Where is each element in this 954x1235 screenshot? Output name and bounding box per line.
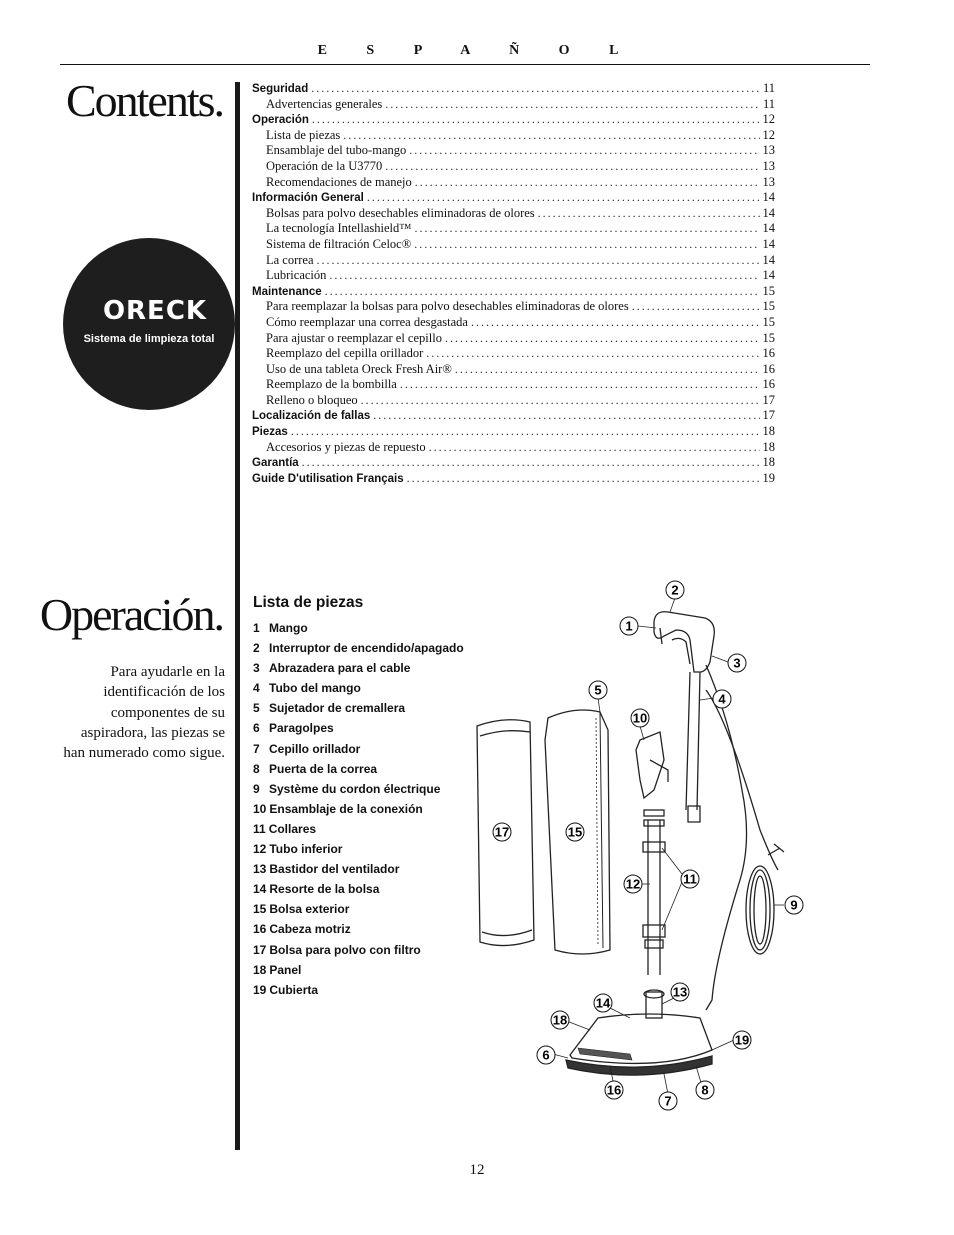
part-name: Puerta de la correa [269,761,378,776]
toc-entry-page: 18 [762,455,775,470]
parts-list-item [253,740,464,760]
toc-leader-dots [361,393,760,409]
toc-entry-label: Guide D'utilisation Français [252,472,404,485]
part-number: 11 [253,821,266,836]
callout-7 [659,1092,677,1110]
toc-entry-page: 13 [762,158,775,173]
toc-entry-page: 11 [762,96,775,111]
callout-label: 19 [734,1032,750,1048]
contents-title: Contents. [65,75,223,126]
part-number: 2 [253,641,260,656]
vertical-divider [235,82,240,1150]
toc-leader-dots [329,268,759,284]
parts-list-item [253,860,464,880]
toc-entry-page: 15 [762,283,775,298]
toc-leader-dots [415,175,760,191]
oreck-logo-tagline: Sistema de limpieza total [83,333,215,345]
toc-entry-label: La correa [266,252,314,267]
callout-label: 13 [672,984,688,1000]
toc-entry [252,362,775,378]
callout-label: 11 [683,871,697,887]
power-cord-illustration [706,665,747,1010]
toc-leader-dots [445,331,760,347]
toc-leader-dots [385,159,759,175]
toc-entry-label: Lista de piezas [266,127,341,142]
parts-list-item [253,920,464,940]
toc-leader-dots [373,408,759,424]
toc-entry-label: Lubricación [266,268,327,283]
toc-entry-page: 16 [762,377,775,392]
toc-entry-label: Operación [252,114,309,127]
parts-list-item [253,760,464,780]
callout-label: 1 [625,618,633,634]
part-number: 3 [253,661,260,676]
toc-entry [252,97,775,113]
parts-list-item [253,880,464,900]
toc-entry-label: Bolsas para polvo desechables eliminadoras de olores [266,205,535,220]
toc-entry [252,81,775,97]
part-number: 19 [253,982,267,997]
toc-entry-page: 12 [762,112,775,127]
part-number: 8 [253,761,260,776]
toc-entry-label: Advertencias generales [266,96,383,111]
toc-leader-dots [471,315,760,331]
toc-entry-page: 17 [762,392,775,407]
part-name: Paragolpes [269,721,334,736]
callout-label: 9 [790,897,798,913]
part-number: 4 [253,681,260,696]
toc-entry-label: Para reemplazar la bolsas para polvo desechables eliminadoras de olores [266,299,629,314]
toc-leader-dots [415,221,760,237]
toc-leader-dots [291,424,760,440]
toc-entry-page: 15 [762,314,775,329]
toc-entry [252,393,775,409]
callout-label: 2 [671,582,679,598]
toc-leader-dots [325,284,760,300]
toc-entry-page: 19 [762,470,775,485]
parts-list-item [253,619,464,639]
power-head-illustration [570,1014,712,1063]
toc-entry [252,221,775,237]
part-name: Collares [268,821,317,836]
callout-2 [666,581,684,599]
callout-5 [589,681,607,699]
part-number: 16 [253,922,267,937]
toc-entry-label: Garantía [252,457,299,470]
toc-entry-label: Reemplazo del cepilla orillador [266,346,424,361]
toc-entry [252,440,775,456]
toc-entry [252,331,775,347]
toc-entry [252,455,775,471]
part-number: 14 [253,882,267,897]
parts-list-item [253,639,464,659]
callout-label: 14 [595,995,611,1011]
toc-entry-page: 18 [762,424,775,439]
callout-3 [728,654,746,672]
toc-entry-label: Piezas [252,426,288,439]
toc-entry-page: 14 [762,205,775,220]
toc-entry [252,268,775,284]
toc-leader-dots [429,440,760,456]
callout-6 [537,1046,555,1064]
toc-entry [252,253,775,269]
toc-entry-label: Recomendaciones de manejo [266,174,412,189]
operacion-title: Operación. [39,589,223,640]
toc-entry-label: La tecnología Intellashield™ [266,221,412,236]
callout-18 [551,1011,569,1029]
toc-leader-dots [632,299,760,315]
toc-entry-page: 11 [762,81,775,95]
language-header: E S P A Ñ O L [317,43,637,58]
part-number: 17 [253,942,267,957]
parts-list-item [253,699,464,719]
callout-13 [671,983,689,1001]
header-rule [60,64,870,65]
part-number: 5 [253,701,260,716]
callout-16 [605,1081,623,1099]
part-number: 12 [253,842,267,857]
part-name: Resorte de la bolsa [269,882,380,897]
part-number: 13 [253,862,267,877]
part-name: Panel [269,962,302,977]
callout-label: 4 [718,691,726,707]
toc-entry-page: 18 [762,439,775,454]
callout-label: 8 [701,1082,709,1098]
part-name: Cubierta [269,982,319,997]
toc-leader-dots [317,253,760,269]
toc-leader-dots [367,190,760,206]
part-number: 9 [253,781,260,796]
part-number: 15 [253,902,267,917]
parts-list-item [253,719,464,739]
toc-entry-page: 16 [762,361,775,376]
toc-entry-page: 14 [762,190,775,205]
toc-entry [252,377,775,393]
callout-9 [785,896,803,914]
toc-leader-dots [455,362,760,378]
parts-list-item [253,780,464,800]
part-name: Sujetador de cremallera [269,701,406,716]
toc-entry-label: Cómo reemplazar una correa desgastada [266,314,468,329]
toc-entry [252,284,775,300]
toc-entry [252,346,775,362]
callout-label: 6 [542,1047,550,1063]
toc-entry-page: 17 [762,408,775,423]
toc-leader-dots [407,471,760,487]
callout-label: 5 [594,682,602,698]
toc-leader-dots [312,112,760,128]
callout-label: 7 [664,1093,672,1109]
callout-10 [631,709,649,727]
toc-entry [252,237,775,253]
part-number: 10 [253,801,267,816]
callout-label: 18 [552,1012,568,1028]
toc-entry [252,206,775,222]
toc-entry [252,471,775,487]
toc-entry [252,190,775,206]
toc-entry [252,175,775,191]
part-name: Cabeza motriz [269,922,351,937]
toc-entry-page: 15 [762,330,775,345]
part-name: Tubo inferior [269,842,343,857]
part-name: Tubo del mango [269,681,361,696]
toc-entry-label: Ensamblaje del tubo-mango [266,143,407,158]
toc-leader-dots [414,237,759,253]
part-name: Bolsa para polvo con filtro [269,942,421,957]
parts-list-item [253,941,464,961]
toc-entry [252,112,775,128]
callout-1 [620,617,638,635]
toc-entry [252,159,775,175]
part-number: 1 [253,621,260,635]
callout-17 [493,823,511,841]
callout-11 [681,870,699,888]
parts-list-item [253,900,464,920]
toc-entry-page: 14 [762,252,775,267]
toc-entry-page: 13 [762,174,775,189]
toc-entry-label: Uso de una tableta Oreck Fresh Air® [266,361,452,376]
toc-leader-dots [343,128,759,144]
callout-12 [624,875,642,893]
parts-list-item [253,679,464,699]
callout-label: 12 [625,876,641,892]
toc-leader-dots [538,206,760,222]
toc-entry-label: Reemplazo de la bombilla [266,377,397,392]
callout-8 [696,1081,714,1099]
toc-entry-label: Maintenance [252,285,322,298]
toc-entry-page: 14 [762,221,775,236]
parts-list-item [253,961,464,981]
part-name: Abrazadera para el cable [269,661,411,676]
callout-19 [733,1031,751,1049]
part-name: Bastidor del ventilador [269,862,400,877]
parts-list-item [253,820,464,840]
callout-label: 17 [494,824,510,840]
toc-entry [252,299,775,315]
table-of-contents [252,81,775,486]
part-name: Interruptor de encendido/apagado [269,641,464,656]
toc-entry-label: Información General [252,192,364,205]
toc-entry [252,408,775,424]
parts-list-item [253,659,464,679]
part-number: 6 [253,721,260,736]
oreck-logo-wordmark: ORECK [102,296,208,326]
parts-list-item [253,981,464,1001]
toc-entry-label: Relleno o bloqueo [266,392,358,407]
callout-label: 16 [606,1082,622,1098]
toc-entry-page: 12 [762,127,775,142]
toc-entry-page: 14 [762,268,775,283]
toc-entry-label: Sistema de filtración Celoc® [266,236,412,251]
toc-leader-dots [385,97,760,113]
toc-leader-dots [426,346,759,362]
toc-entry-label: Localización de fallas [252,410,371,423]
part-name: Système du cordon électrique [269,781,441,796]
page-number: 12 [469,1162,485,1178]
toc-leader-dots [302,455,760,471]
intro-paragraph: Para ayudarle en la identificación de los componentes de su aspiradora, las piezas se han numerado como sigue. [63,664,225,762]
callout-label: 15 [567,824,583,840]
toc-entry-label: Operación de la U3770 [266,158,383,173]
callout-15 [566,823,584,841]
part-name: Bolsa exterior [269,902,350,917]
parts-list-item [253,840,464,860]
toc-entry-page: 16 [762,346,775,361]
callout-4 [713,690,731,708]
toc-entry [252,143,775,159]
toc-leader-dots [400,377,760,393]
vacuum-parts-diagram [460,575,810,1120]
toc-entry-label: Seguridad [252,83,309,95]
part-name: Ensamblaje de la conexión [269,801,423,816]
parts-list-title: Lista de piezas [253,594,364,611]
lower-tube-illustration [648,820,660,975]
toc-entry [252,315,775,331]
handle-illustration [654,612,714,672]
toc-entry-page: 14 [762,236,775,251]
part-name: Cepillo orillador [269,741,361,756]
handle-tube-illustration [686,672,700,810]
part-name: Mango [269,621,308,635]
toc-entry-label: Accesorios y piezas de repuesto [266,439,426,454]
toc-entry-page: 15 [762,299,775,314]
callout-label: 3 [733,655,741,671]
part-number: 18 [253,962,267,977]
callout-label: 10 [632,710,648,726]
toc-entry [252,128,775,144]
toc-entry-label: Para ajustar o reemplazar el cepillo [266,330,442,345]
parts-list-item [253,800,464,820]
toc-leader-dots [311,81,760,97]
callout-14 [594,994,612,1012]
toc-leader-dots [409,143,759,159]
parts-list [253,619,464,1001]
part-number: 7 [253,741,260,756]
toc-entry-page: 13 [762,143,775,158]
toc-entry [252,424,775,440]
